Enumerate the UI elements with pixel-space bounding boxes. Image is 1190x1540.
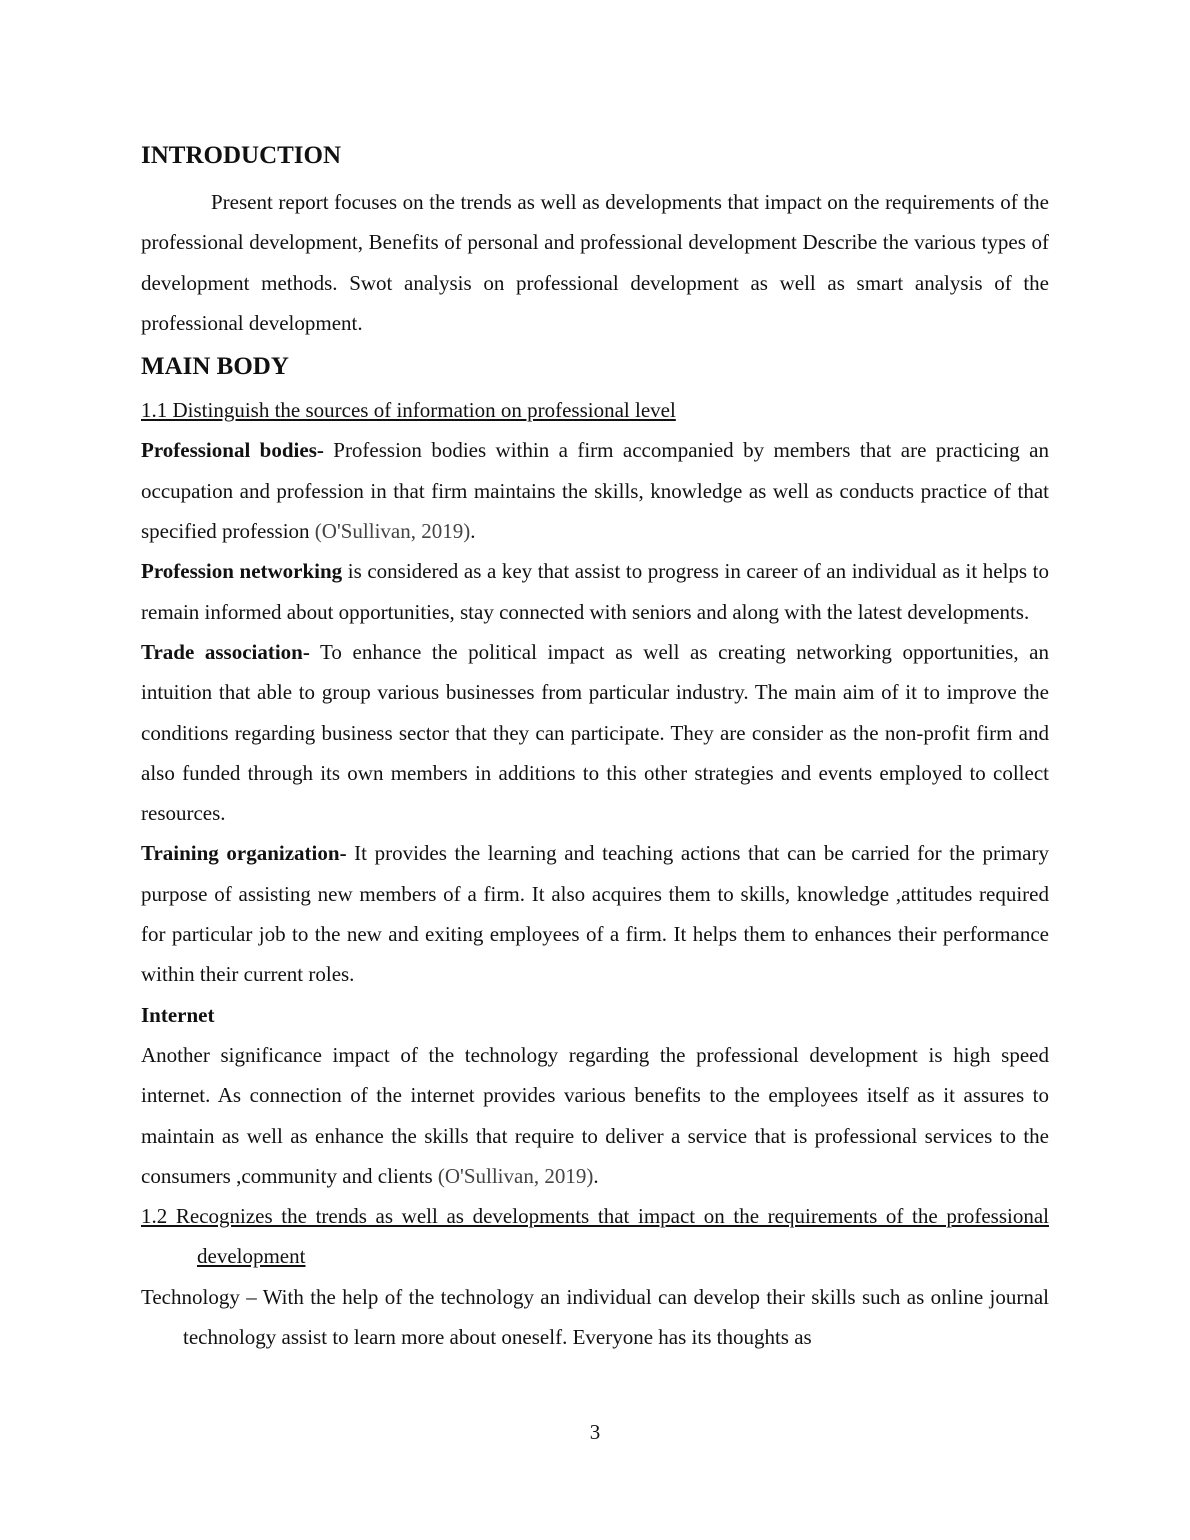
section-1-1-heading: 1.1 Distinguish the sources of information on professional level bbox=[141, 398, 676, 423]
professional-bodies-paragraph bbox=[141, 430, 1049, 551]
internet-text: Another significance impact of the technology regarding the professional development is high speed internet. As connection of the internet provides various benefits to the employees itself as it assures to maintain as well as enhance the skills that require to deliver a service that is professional services to the consumers ,community and clients bbox=[141, 1042, 1049, 1188]
networking-term: Profession networking bbox=[141, 559, 343, 584]
training-organization-text: It provides the learning and teaching actions that can be carried for the primary purpose of assisting new members of a firm. It also acquires them to skills, knowledge ,attitudes required for particular job to the new and exiting employees of a firm. It helps them to enhances their performance within their current roles. bbox=[141, 841, 1049, 987]
citation: (O'Sullivan, 2019) bbox=[314, 519, 471, 544]
internet-term: Internet bbox=[141, 1002, 215, 1027]
professional-bodies-term: Professional bodies- bbox=[141, 438, 324, 463]
document-page bbox=[141, 138, 1049, 1357]
period: . bbox=[470, 519, 476, 544]
internet-heading-line bbox=[141, 995, 1049, 1035]
trade-association-paragraph bbox=[141, 632, 1049, 833]
internet-paragraph bbox=[141, 1035, 1049, 1196]
period: . bbox=[593, 1163, 599, 1188]
networking-text: is considered as a key that assist to progress in career of an individual as it helps to remain informed about opportunities, stay connected with seniors and along with the latest developments. bbox=[141, 559, 1049, 624]
training-organization-paragraph bbox=[141, 833, 1049, 994]
trade-association-term: Trade association- bbox=[141, 639, 310, 664]
section-1-2-heading: 1.2 Recognizes the trends as well as developments that impact on the requirements of the professional development bbox=[141, 1204, 1049, 1269]
introduction-heading: INTRODUCTION bbox=[141, 142, 342, 169]
networking-paragraph bbox=[141, 551, 1049, 632]
training-organization-term: Training organization- bbox=[141, 841, 347, 866]
main-body-heading: MAIN BODY bbox=[141, 353, 289, 381]
professional-bodies-text: Profession bodies within a firm accompanied by members that are practicing an occupation and profession in that firm maintains the skills, knowledge as well as conducts practice of that specified profession bbox=[141, 438, 1049, 544]
citation: (O'Sullivan, 2019) bbox=[437, 1163, 594, 1188]
trade-association-text: To enhance the political impact as well as creating networking opportunities, an intuition that able to group various businesses from particular industry. The main aim of it to improve the conditions regarding business sector that they can participate. They are consider as the non-profit firm and also funded through its own members in additions to this other strategies and events employed to collect resources. bbox=[141, 639, 1049, 826]
page-number: 3 bbox=[589, 1420, 601, 1444]
introduction-paragraph: Present report focuses on the trends as well as developments that impact on the requirements of the professional development, Benefits of personal and professional development Describe the various types of development methods. Swot analysis on professional development as well as smart analysis of the professional development. bbox=[141, 190, 1049, 335]
technology-paragraph: Technology – With the help of the technology an individual can develop their skills such as online journal technology assist to learn more about oneself. Everyone has its thoughts as bbox=[141, 1284, 1049, 1350]
